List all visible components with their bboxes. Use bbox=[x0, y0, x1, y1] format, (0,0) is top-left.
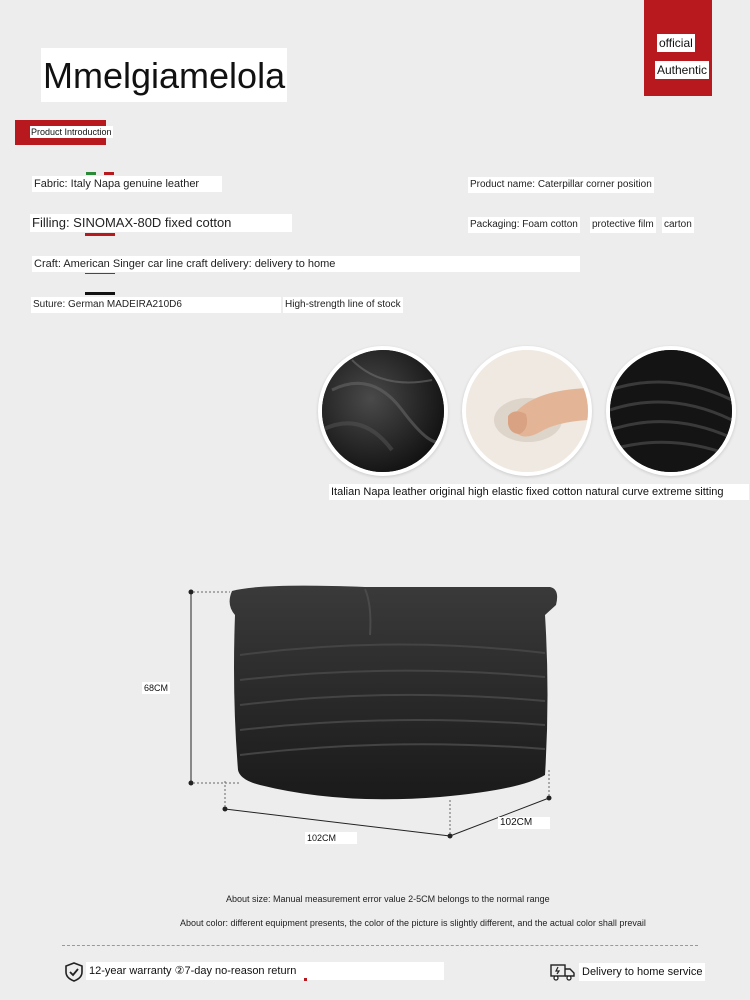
size-note: About size: Manual measurement error value 2-5CM belongs to the normal range bbox=[226, 894, 550, 904]
spec-fabric: Fabric: Italy Napa genuine leather bbox=[32, 176, 222, 192]
width-dimension-label: 102CM bbox=[305, 832, 357, 844]
spec-product-name: Product name: Caterpillar corner position bbox=[468, 177, 654, 193]
spec-accent-bar bbox=[86, 172, 96, 175]
sofa-dimension-drawing bbox=[140, 575, 580, 850]
curve-seam-image bbox=[606, 346, 736, 476]
badge-line-1: official bbox=[659, 36, 693, 50]
footer-accent-dot bbox=[304, 978, 307, 981]
spec-suture-extra: High-strength line of stock bbox=[283, 297, 403, 313]
spec-accent-bar bbox=[85, 233, 115, 236]
spec-filling: Filling: SINOMAX-80D fixed cotton bbox=[30, 214, 292, 232]
leather-closeup-image bbox=[318, 346, 448, 476]
official-badge bbox=[644, 0, 712, 96]
badge-line-2: Authentic bbox=[657, 63, 708, 77]
depth-dimension-label: 102CM bbox=[498, 817, 550, 829]
spec-accent-bar bbox=[85, 292, 115, 295]
height-dimension-label: 68CM bbox=[144, 683, 169, 693]
feature-caption: Italian Napa leather original high elastic fixed cotton natural curve extreme sitting bbox=[329, 484, 749, 500]
delivery-text: Delivery to home service bbox=[579, 963, 705, 981]
spec-packaging-1: Packaging: Foam cotton bbox=[468, 217, 580, 233]
section-tag bbox=[15, 120, 112, 145]
divider bbox=[62, 945, 698, 946]
spec-accent-bar bbox=[104, 172, 114, 175]
delivery-truck-icon bbox=[550, 962, 576, 982]
color-note: About color: different equipment presents, the color of the picture is slightly different, and the actual color shall prevail bbox=[180, 918, 646, 928]
spec-packaging-3: carton bbox=[662, 217, 694, 233]
spec-packaging-2: protective film bbox=[590, 217, 656, 233]
spec-suture: Suture: German MADEIRA210D6 bbox=[31, 297, 281, 313]
brand-name: Mmelgiamelola bbox=[41, 48, 287, 102]
section-tag-label: Product Introduction bbox=[31, 127, 112, 137]
shield-check-icon bbox=[64, 962, 84, 982]
spec-craft: Craft: American Singer car line craft delivery: delivery to home bbox=[32, 256, 580, 272]
elastic-cotton-image bbox=[462, 346, 592, 476]
warranty-text: 12-year warranty ②7-day no-reason return bbox=[86, 962, 444, 980]
spec-accent-line bbox=[85, 273, 115, 274]
